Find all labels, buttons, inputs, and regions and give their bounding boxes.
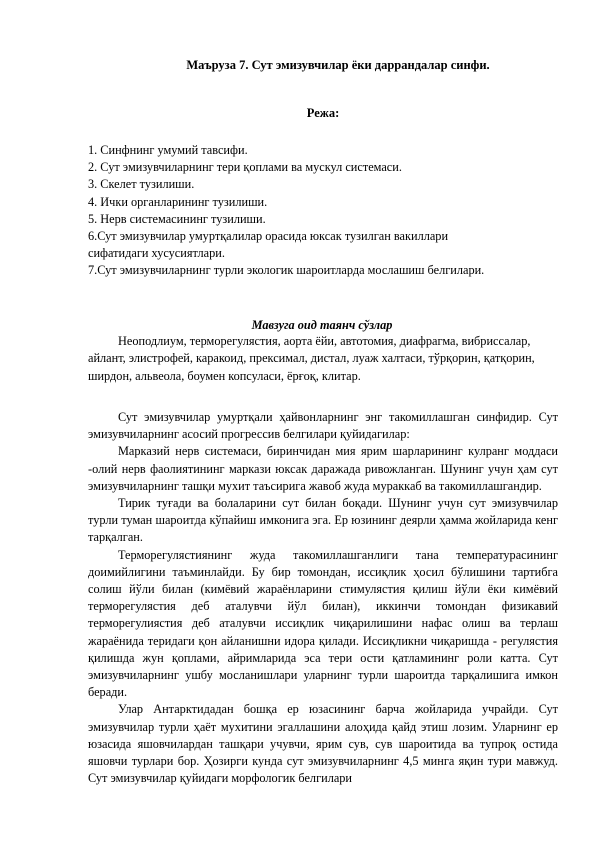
body-text <box>88 409 558 787</box>
plan-item: 1. Синфнинг умумий тавсифи. <box>88 143 248 157</box>
plan-item: 4. Ички органларининг тузилиши. <box>88 194 268 209</box>
plan-item: 7.Сут эмизувчиларнинг турли экологик шароитларда мослашиш белгилари. <box>88 263 485 278</box>
plan-item: 5. Нерв системасининг тузилиши. <box>88 211 266 226</box>
paragraph: Улар Антарктидадан бошқа ер юзасининг барча жойларида учрайди. Сут эмизувчилар турли ҳаёт мухитини эгаллашини алоҳида қайд этиш лозим. Уларнинг ер юзасида яшовчилардан ташқари учувчи, ярим сув, сув шароитида ва тупроқ остида яшовчи турлари бор. Ҳозирги кунда сут эмизувчиларнинг 4,5 минга яқин тури мавжуд. Сут эмизувчилар қуйидаги морфологик белгилари <box>88 702 558 786</box>
paragraph: Тирик туғади ва болаларини сут билан боқади. Шунинг учун сут эмизувчилар турли туман шароитда кўпайиш имконига эга. Ер юзининг деярли ҳамма жойларида кенг тарқалган. <box>88 496 558 545</box>
plan-item: 2. Сут эмизувчиларнинг тери қоплами ва мускул системаси. <box>88 160 402 175</box>
keywords-list: Неоподлиум, терморегулястия, аорта ёйи, автотомия, диафрагма, вибриссалар, айлант, элистрофей, каракоид, прексимал, дистал, луаж халтаси, тўрқорин, қатқорин, ширдон, альвеола, боумен копсуласи, ёрғоқ, клитар. <box>88 334 535 383</box>
keywords-text <box>88 333 558 385</box>
plan-list <box>88 142 558 280</box>
plan-heading: Режа: <box>306 106 340 120</box>
keywords-heading: Мавзуга оид таянч сўзлар <box>251 318 393 332</box>
paragraph: Сут эмизувчилар умуртқали ҳайвонларнинг энг такомиллашган синфидир. Сут эмизувчиларнинг асосий прогрессив белгилари қуйидагилар: <box>88 410 558 442</box>
paragraph: Терморегулястиянинг жуда такомиллашганлиги тана температурасининг доимийлигини таъминлайди. Бу бир томондан, иссиқлик ҳосил бўлишини тартибга солиш йўли билан (кимёвий жараёнларини стимулястия қилиш йўли ёки кимёвий терморегулястия деб аталувчи йўл билан), иккинчи томондан физикавий терморегулиястия деб аталувчи иссиқлик чиқарилишини нафас олиш ва терлаш жараёнида теридаги қон айланишни идора қилади. Иссиқликни чиқаришда - регулястия қилишда жун қоплами, айримларида эса тери ости қатламининг роли катта. Сут эмизувчиларнинг ушбу мосланишлари уларнинг турли шароитда тарқалишига имкон беради. <box>88 547 558 700</box>
lecture-title: Маъруза 7. Сут эмизувчилар ёки даррандалар синфи. <box>186 58 490 72</box>
plan-item: 3. Скелет тузилиши. <box>88 177 195 192</box>
plan-item: 6.Сут эмизувчилар умуртқалилар орасида юксак тузилган вакиллари сифатидаги хусусиятлари. <box>88 229 449 261</box>
paragraph: Марказий нерв системаси, биринчидан мия ярим шарларининг кулранг моддаси -олий нерв фаолиятининг маркази юксак даражада ривожланган. Шунинг учун ҳам сут эмизувчиларнинг ташқи мухит таъсирига жавоб жуда мураккаб ва такомиллашгандир. <box>88 444 558 493</box>
